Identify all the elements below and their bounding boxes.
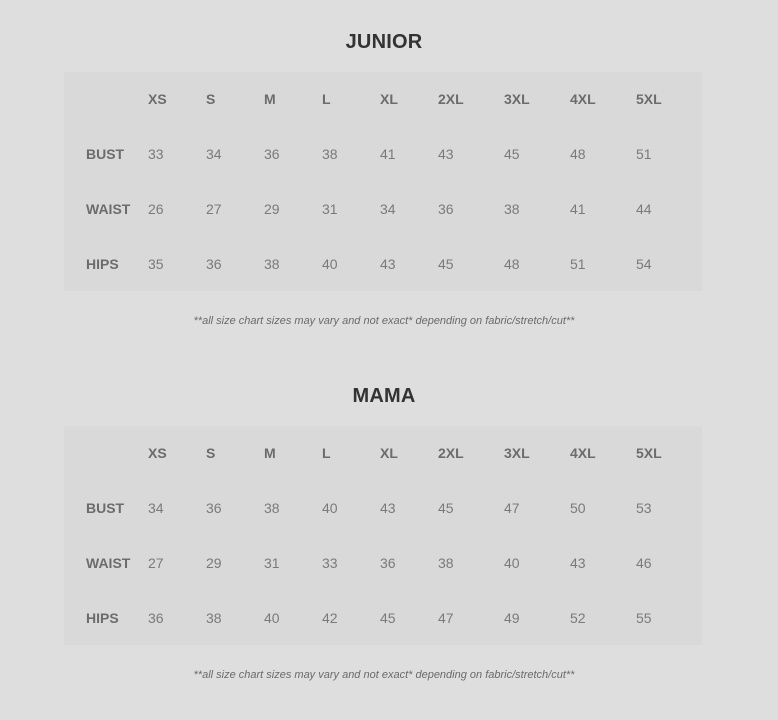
size-header: 3XL [504, 91, 530, 108]
table-cell: 36 [206, 500, 222, 517]
table-cell: 35 [148, 255, 164, 272]
table-cell: 29 [206, 554, 222, 571]
size-header: XS [148, 445, 167, 462]
mama-size-table [64, 426, 702, 645]
table-cell: 52 [570, 609, 586, 626]
table-cell: 43 [570, 554, 586, 571]
corner-cell [64, 426, 148, 481]
table-cell: 51 [570, 255, 586, 272]
table-cell: 34 [148, 500, 164, 517]
size-header: M [264, 445, 276, 462]
table-cell: 36 [380, 554, 396, 571]
table-cell: 34 [380, 200, 396, 217]
table-cell: 42 [322, 609, 338, 626]
table-cell: 31 [264, 554, 280, 571]
size-header: XL [380, 445, 398, 462]
size-header: 4XL [570, 91, 596, 108]
table-cell: 38 [504, 200, 520, 217]
table-cell: 43 [380, 500, 396, 517]
table-cell: 38 [264, 255, 280, 272]
table-cell: 51 [636, 146, 652, 163]
junior-title: JUNIOR [345, 31, 423, 53]
row-label: HIPS [86, 255, 119, 272]
table-cell: 44 [636, 200, 652, 217]
table-cell: 50 [570, 500, 586, 517]
mama-size-table-container [64, 426, 702, 645]
table-cell: 45 [504, 146, 520, 163]
size-header: 5XL [636, 91, 662, 108]
size-header: 2XL [438, 91, 464, 108]
table-cell: 53 [636, 500, 652, 517]
table-cell: 48 [504, 255, 520, 272]
size-header: S [206, 445, 216, 462]
table-cell: 46 [636, 554, 652, 571]
table-cell: 40 [322, 500, 338, 517]
table-cell: 38 [438, 554, 454, 571]
row-label: WAIST [86, 554, 131, 571]
table-cell: 40 [504, 554, 520, 571]
size-header: 4XL [570, 445, 596, 462]
junior-disclaimer-note: **all size chart sizes may vary and not exact* depending on fabric/stretch/cut** [193, 315, 575, 327]
table-row [64, 481, 702, 536]
table-cell: 47 [504, 500, 520, 517]
table-cell: 48 [570, 146, 586, 163]
size-header: S [206, 91, 216, 108]
size-header: L [322, 445, 331, 462]
table-cell: 45 [380, 609, 396, 626]
table-cell: 29 [264, 200, 280, 217]
row-label: BUST [86, 146, 125, 163]
table-cell: 34 [206, 146, 222, 163]
table-cell: 54 [636, 255, 652, 272]
table-cell: 36 [148, 609, 164, 626]
size-header: L [322, 91, 331, 108]
table-cell: 27 [206, 200, 222, 217]
table-cell: 31 [322, 200, 338, 217]
row-label: WAIST [86, 200, 131, 217]
size-header: XL [380, 91, 398, 108]
table-header-row [64, 72, 702, 127]
table-row [64, 127, 702, 182]
table-cell: 36 [206, 255, 222, 272]
table-cell: 41 [570, 200, 586, 217]
table-cell: 55 [636, 609, 652, 626]
table-header-row [64, 426, 702, 481]
mama-title: MAMA [352, 385, 416, 407]
table-cell: 49 [504, 609, 520, 626]
table-row [64, 236, 702, 291]
table-row [64, 536, 702, 591]
table-cell: 41 [380, 146, 396, 163]
table-cell: 38 [322, 146, 338, 163]
table-row [64, 182, 702, 237]
table-cell: 40 [322, 255, 338, 272]
size-header: 5XL [636, 445, 662, 462]
row-label: HIPS [86, 609, 119, 626]
table-cell: 33 [148, 146, 164, 163]
table-cell: 38 [206, 609, 222, 626]
table-cell: 36 [438, 200, 454, 217]
table-row [64, 590, 702, 645]
junior-size-table-container [64, 72, 702, 291]
size-header: XS [148, 91, 167, 108]
table-cell: 43 [438, 146, 454, 163]
table-cell: 36 [264, 146, 280, 163]
table-cell: 27 [148, 554, 164, 571]
size-header: 3XL [504, 445, 530, 462]
table-cell: 26 [148, 200, 164, 217]
junior-size-table [64, 72, 702, 291]
table-cell: 40 [264, 609, 280, 626]
table-cell: 43 [380, 255, 396, 272]
table-cell: 45 [438, 500, 454, 517]
corner-cell [64, 72, 148, 127]
mama-disclaimer-note: **all size chart sizes may vary and not exact* depending on fabric/stretch/cut** [193, 669, 575, 681]
table-cell: 45 [438, 255, 454, 272]
table-cell: 38 [264, 500, 280, 517]
row-label: BUST [86, 500, 125, 517]
size-header: 2XL [438, 445, 464, 462]
table-cell: 33 [322, 554, 338, 571]
table-cell: 47 [438, 609, 454, 626]
size-header: M [264, 91, 276, 108]
